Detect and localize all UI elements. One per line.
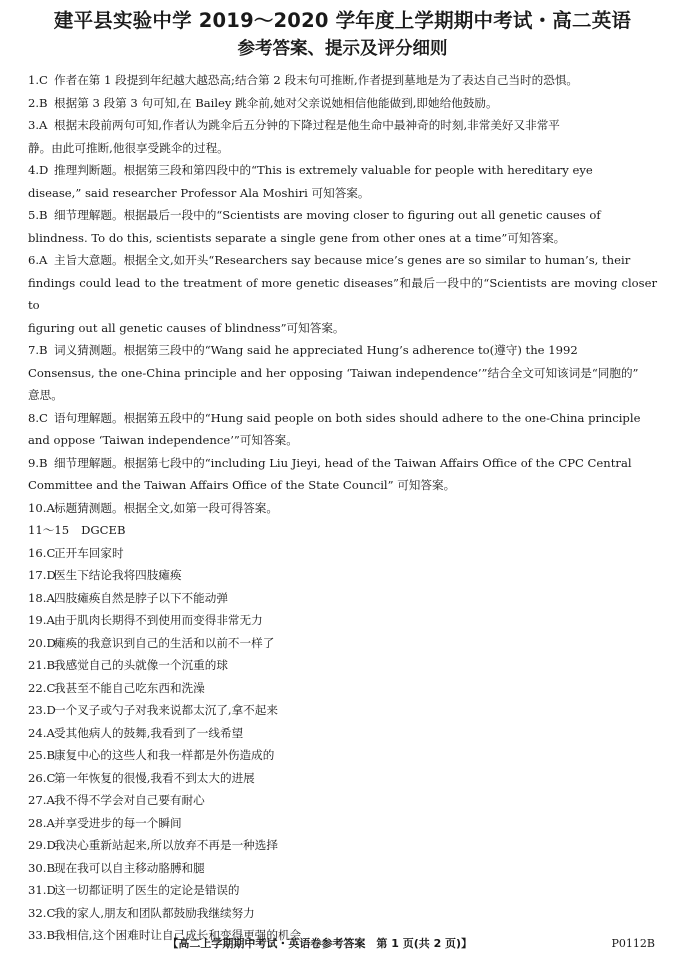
answer-number: 22.C	[28, 680, 56, 695]
answer-number: 23.D	[28, 703, 56, 717]
answer-item	[28, 812, 657, 835]
answer-text-line: 细节理解题。根据第七段中的“including Liu Jieyi, head of the Taiwan Affairs Office of the CPC Central	[54, 455, 632, 470]
answer-number: 3.A	[28, 118, 48, 132]
answer-number: 5.B	[28, 208, 48, 222]
answer-text-line: 标题猜测题。根据全文,如第一段可得答案。	[54, 500, 278, 515]
answer-number: 30.B	[28, 860, 55, 875]
answer-item	[28, 407, 657, 452]
answer-item	[28, 609, 657, 632]
answer-item	[28, 902, 657, 925]
answer-text	[54, 92, 657, 115]
answer-item	[28, 114, 657, 159]
answer-text	[54, 812, 657, 835]
answer-text-line: 现在我可以自主移动胳膊和腿	[54, 860, 205, 875]
answer-text	[54, 632, 657, 655]
answer-text-line: 正开车回家时	[54, 545, 124, 560]
answer-text-line: 我不得不学会对自己要有耐心	[54, 793, 205, 807]
answer-item	[28, 159, 657, 204]
answer-text-line: 第一年恢复的很慢,我看不到太大的进展	[54, 770, 255, 785]
answer-text	[54, 767, 657, 790]
answer-item	[28, 632, 657, 655]
answer-list	[28, 69, 657, 947]
answer-text-line: 主旨大意题。根据全文,如开头“Researchers say because mice’s genes are so similar to human’s, their	[54, 253, 631, 267]
answer-item	[28, 497, 657, 520]
answer-text-line: 推理判断题。根据第三段和第四段中的“This is extremely valuable for people with hereditary eye	[54, 163, 593, 177]
answer-item	[28, 879, 657, 902]
answer-number: 26.C	[28, 770, 56, 785]
page-footer	[28, 936, 655, 952]
answer-item	[28, 722, 657, 745]
answer-item	[28, 564, 657, 587]
answer-continuation-line: blindness. To do this, scientists separate a single gene from other ones at a time”可知答案。	[28, 230, 566, 245]
answer-item	[28, 789, 657, 812]
answer-number: 4.D	[28, 163, 49, 177]
answer-item	[28, 654, 657, 677]
answer-text-line: DGCEB	[81, 523, 126, 537]
answer-number: 28.A	[28, 815, 55, 830]
answer-item	[28, 834, 657, 857]
answer-text-line: 细节理解题。根据最后一段中的“Scientists are moving closer to figuring out all genetic causes of	[54, 208, 601, 222]
answer-text-line: 我决心重新站起来,所以放弃不再是一种选择	[54, 838, 278, 852]
answer-text-line: 四肢瘫痪自然是脖子以下不能动弹	[54, 590, 228, 605]
answer-text	[54, 699, 657, 722]
answer-text	[54, 587, 657, 610]
answer-number: 10.A	[28, 500, 55, 515]
answer-number: 31.D	[28, 883, 56, 897]
answer-text	[54, 654, 657, 677]
answer-number: 11～15	[28, 523, 70, 537]
answer-text-line: 由于肌肉长期得不到使用而变得非常无力	[54, 613, 263, 627]
answer-text-line: 根据第 3 段第 3 句可知,在 Bailey 跳伞前,她对父亲说她相信他能做到,即她给他鼓励。	[54, 95, 498, 110]
answer-number: 21.B	[28, 658, 55, 672]
answer-number: 9.B	[28, 455, 48, 470]
answer-text	[54, 879, 657, 902]
answer-text	[54, 722, 657, 745]
answer-text	[54, 542, 657, 565]
answer-item	[28, 677, 657, 700]
answer-text-line: 瘫痪的我意识到自己的生活和以前不一样了	[54, 635, 275, 650]
answer-number: 25.B	[28, 748, 55, 762]
answer-continuation-line: 静。由此可推断,他很享受跳伞的过程。	[28, 140, 229, 155]
answer-text-line: 我甚至不能自己吃东西和洗澡	[54, 680, 205, 695]
answer-number: 6.A	[28, 253, 48, 267]
answer-number: 17.D	[28, 568, 56, 582]
answer-continuation-line: disease,” said researcher Professor Ala Moshiri 可知答案。	[28, 185, 370, 200]
answer-item	[28, 857, 657, 880]
answer-text-line: 一个叉子或勺子对我来说都太沉了,拿不起来	[54, 703, 278, 717]
answer-text-line: 作者在第 1 段提到年纪越大越恐高;结合第 2 段末句可推断,作者提到墓地是为了表达自己当时的恐惧。	[54, 73, 579, 87]
answer-text	[54, 857, 657, 880]
answer-item	[28, 519, 657, 542]
answer-text-line: 我的家人,朋友和团队都鼓励我继续努力	[54, 905, 255, 920]
answer-text-line: 语句理解题。根据第五段中的“Hung said people on both sides should adhere to the one-China principle	[54, 410, 641, 425]
answer-item	[28, 204, 657, 249]
answer-continuation-line: figuring out all genetic causes of blindness”可知答案。	[28, 320, 345, 335]
footer-code: P0112B	[611, 937, 655, 950]
answer-item	[28, 92, 657, 115]
answer-number: 29.D	[28, 838, 56, 852]
answer-item	[28, 69, 657, 92]
answer-number: 1.C	[28, 73, 48, 87]
answer-item	[28, 339, 657, 407]
answer-text-line: 词义猜测题。根据第三段中的“Wang said he appreciated Hung’s adherence to(遵守) the 1992	[54, 343, 578, 357]
answer-text-line: 我感觉自己的头就像一个沉重的球	[54, 658, 228, 672]
answer-text	[81, 519, 657, 542]
answer-item	[28, 744, 657, 767]
answer-text	[54, 902, 657, 925]
answer-item	[28, 767, 657, 790]
answer-number: 19.A	[28, 613, 55, 627]
answer-text	[54, 677, 657, 700]
answer-number: 8.C	[28, 410, 48, 425]
answer-text	[54, 497, 657, 520]
answer-number: 7.B	[28, 343, 48, 357]
answer-number: 32.C	[28, 905, 56, 920]
answer-text	[54, 609, 657, 632]
answer-item	[28, 587, 657, 610]
answer-text	[54, 69, 657, 92]
answer-number: 16.C	[28, 545, 56, 560]
answer-text	[54, 744, 657, 767]
answer-item	[28, 452, 657, 497]
answer-text-line: 我相信,这个困难时让自己成长和变得更强的机会	[54, 928, 302, 942]
footer-page-info: 【高二上学期期中考试・英语卷参考答案 第 1 页(共 2 页)】	[167, 937, 473, 950]
answer-continuation-line: Consensus, the one-China principle and her opposing ‘Taiwan independence’”结合全文可知该词是“同胞的”	[28, 365, 639, 380]
answer-text-line: 受其他病人的鼓舞,我看到了一线希望	[54, 725, 244, 740]
answer-number: 18.A	[28, 590, 55, 605]
answer-number: 27.A	[28, 793, 55, 807]
answer-continuation-line: 意思。	[28, 388, 63, 402]
answer-continuation-line: Committee and the Taiwan Affairs Office of the State Council” 可知答案。	[28, 478, 456, 492]
answer-number: 2.B	[28, 95, 48, 110]
answer-text-line: 这一切都证明了医生的定论是错误的	[54, 883, 240, 897]
answer-item	[28, 542, 657, 565]
answer-continuation-line: and oppose ‘Taiwan independence’”可知答案。	[28, 433, 298, 447]
answer-text-line: 根据末段前两句可知,作者认为跳伞后五分钟的下降过程是他生命中最神奇的时刻,非常美好又非常平	[54, 118, 560, 132]
page-subtitle: 参考答案、提示及评分细则	[237, 39, 448, 59]
answer-text	[54, 789, 657, 812]
page-title: 建平县实验中学 2019～2020 学年度上学期期中考试・高二英语	[53, 9, 632, 32]
answer-continuation-line: findings could lead to the treatment of more genetic diseases”和最后一段中的“Scientists are moving closer to	[28, 275, 657, 312]
answer-number: 33.B	[28, 928, 55, 942]
answer-number: 24.A	[28, 725, 55, 740]
answer-text	[54, 564, 657, 587]
answer-text	[54, 834, 657, 857]
answer-text-line: 康复中心的这些人和我一样都是外伤造成的	[54, 748, 275, 762]
answer-number: 20.D	[28, 635, 56, 650]
answer-item	[28, 699, 657, 722]
answer-text-line: 医生下结论我将四肢瘫痪	[54, 568, 182, 582]
answer-text-line: 并享受进步的每一个瞬间	[54, 815, 182, 830]
answer-item	[28, 249, 657, 339]
